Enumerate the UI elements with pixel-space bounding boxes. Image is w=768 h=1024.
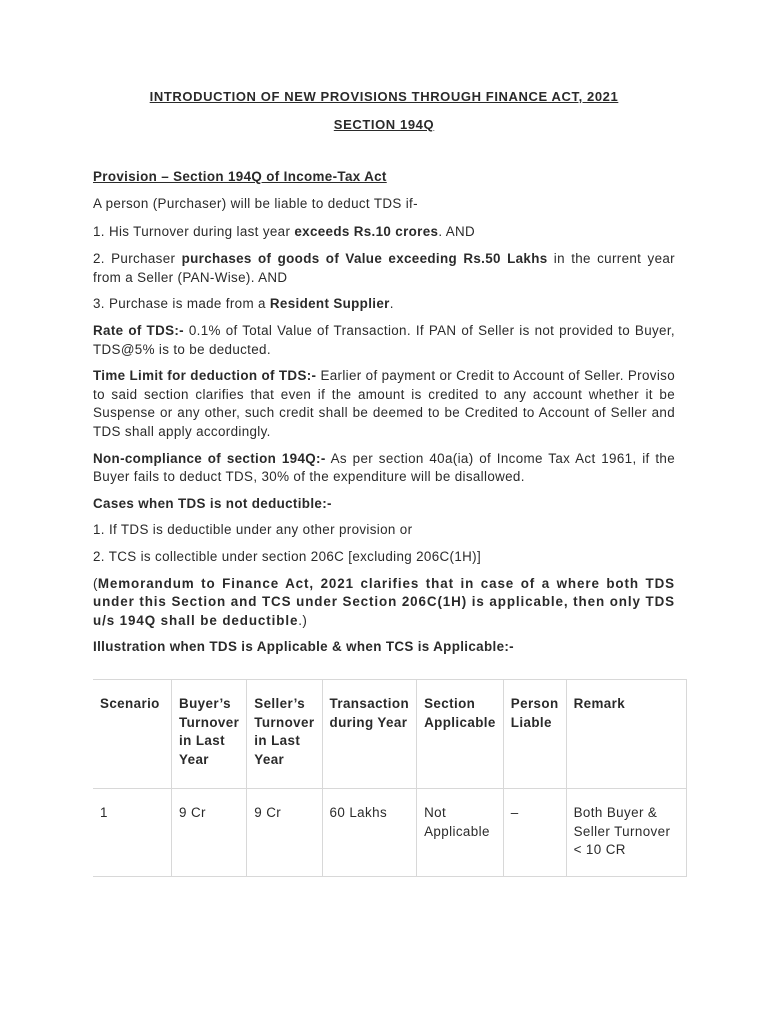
rate-label: Rate of TDS:- [93,322,184,338]
header-scenario: Scenario [93,680,172,789]
time-limit-text: Earlier of payment or Credit to Account of Seller. Proviso to said section clarifies that even if the amount is credited to any account whether it be Suspense or any other, such credit shall be deemed to be Credited to Account of Seller and TDS shall apply accordingly. [93,368,675,439]
memo-text: Memorandum to Finance Act, 2021 clarifies that in case of a where both TDS under this Section and TCS under Section 206C(1H) is applicable, then only TDS u/s 194Q shall be deductible [93,575,675,628]
intro-text: A person (Purchaser) will be liable to deduct TDS if- [93,196,418,211]
memorandum-note [93,575,675,631]
header-seller-turnover: Seller’s Turnover in Last Year [247,680,322,789]
illustration-table [93,679,687,877]
condition-1-text: 1. His Turnover during last year [93,223,295,239]
cell-person-liable: – [503,789,566,877]
header-section-applicable: Section Applicable [417,680,504,789]
header-person-liable: Person Liable [503,680,566,789]
header-remark: Remark [566,680,686,789]
cell-scenario: 1 [93,789,172,877]
rate-text: 0.1% of Total Value of Transaction. If PAN of Seller is not provided to Buyer, TDS@5% is to be deducted. [93,322,675,357]
rate-of-tds [93,322,675,359]
condition-3 [93,295,675,314]
memo-open: ( [93,575,98,591]
condition-2-suffix: in the current year from a Seller (PAN-Wise). AND [93,251,675,285]
time-limit [93,367,675,441]
condition-3-text: 3. Purchase is made from a [93,296,270,312]
cell-seller-turnover: 9 Cr [247,789,322,877]
document-title: INTRODUCTION OF NEW PROVISIONS THROUGH FINANCE ACT, 2021 [149,89,619,104]
condition-2 [93,250,675,287]
header-buyer-turnover: Buyer’s Turnover in Last Year [172,680,247,789]
illustration-heading: Illustration when TDS is Applicable & when TCS is Applicable:- [93,639,514,655]
non-compliance-label: Non-compliance of section 194Q:- [93,450,326,466]
time-limit-label: Time Limit for deduction of TDS:- [93,368,317,384]
header-transaction: Transaction during Year [322,680,417,789]
non-compliance [93,450,675,487]
cell-buyer-turnover: 9 Cr [172,789,247,877]
cell-transaction: 60 Lakhs [322,789,417,877]
condition-1 [93,223,675,242]
condition-1-suffix: . AND [438,223,476,239]
condition-3-suffix: . [389,296,394,312]
case-1: 1. If TDS is deductible under any other provision or [93,522,413,538]
document-page [93,88,675,657]
table-header-row [93,680,687,789]
provision-heading: Provision – Section 194Q of Income-Tax Act [93,169,387,184]
condition-2-bold: purchases of goods of Value exceeding Rs.50 Lakhs [181,251,548,267]
memo-close: .) [298,612,308,628]
case-2: 2. TCS is collectible under section 206C [excluding 206C(1H)] [93,548,482,564]
condition-1-bold: exceeds Rs.10 crores [294,223,439,239]
cases-heading: Cases when TDS is not deductible:- [93,495,332,511]
cell-remark: Both Buyer & Seller Turnover < 10 CR [566,789,686,877]
non-compliance-text: As per section 40a(ia) of Income Tax Act 1961, if the Buyer fails to deduct TDS, 30% of the expenditure will be disallowed. [93,450,676,485]
table-row [93,789,687,877]
condition-3-bold: Resident Supplier [269,296,390,312]
section-title: SECTION 194Q [333,117,435,132]
condition-2-text: 2. Purchaser [93,251,182,267]
cell-section-applicable: Not Applicable [417,789,504,877]
